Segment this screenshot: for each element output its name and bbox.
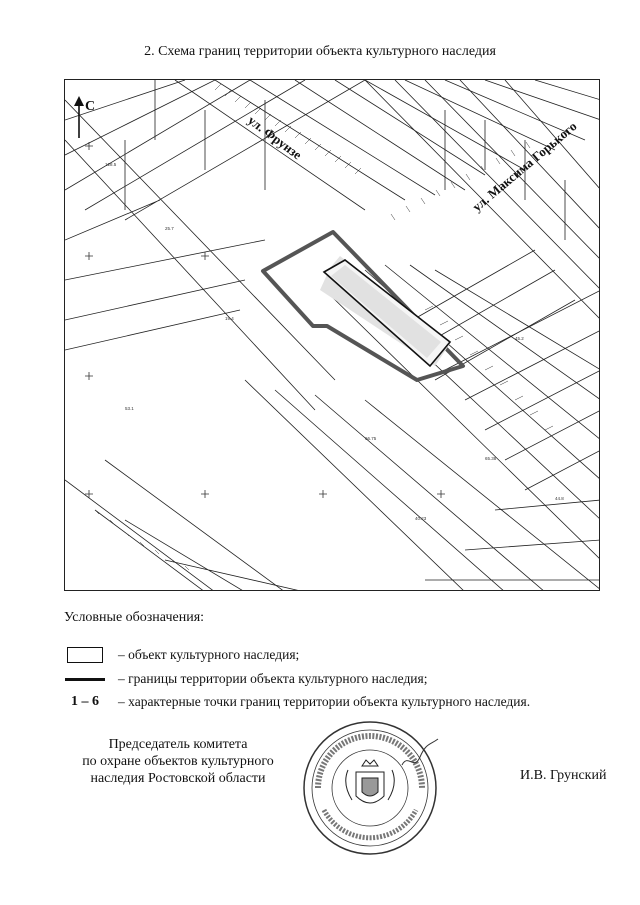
legend-item-object (64, 647, 299, 663)
north-label: С (85, 99, 96, 114)
map-drawing (65, 80, 600, 591)
page-title: 2. Схема границ территории объекта культурного наследия (144, 44, 496, 59)
legend-points-symbol (64, 694, 106, 710)
legend-item-label: – границы территории объекта культурного наследия; (118, 671, 428, 686)
legend-item-boundary (64, 671, 428, 687)
legend-points-range: 1 – 6 (71, 694, 99, 709)
svg-text:45.2: 45.2 (515, 336, 524, 341)
svg-text:128.5: 128.5 (105, 162, 117, 167)
coat-of-arms-icon (346, 760, 395, 803)
signatory-line: Председатель комитета (108, 737, 248, 752)
signatory-line: наследия Ростовской области (90, 771, 266, 786)
legend-line-symbol (64, 678, 106, 681)
signatory-line: по охране объектов культурного (82, 754, 274, 769)
signatory-title (78, 736, 278, 787)
north-arrow-icon (74, 96, 84, 138)
svg-text:19.4: 19.4 (225, 316, 234, 321)
svg-text:66.75: 66.75 (365, 436, 377, 441)
street-name-frunze: ул. Фрунзе (245, 112, 305, 163)
svg-text:53.1: 53.1 (125, 406, 134, 411)
street-name-gorkogo: ул. Максима Горького (469, 118, 580, 215)
cadastral-map (64, 79, 600, 591)
legend-item-label: – характерные точки границ территории объекта культурного наследия. (118, 694, 531, 709)
svg-text:44.8: 44.8 (555, 496, 564, 501)
signer-name: И.В. Грунский (520, 768, 607, 783)
legend-item-label: – объект культурного наследия; (118, 647, 300, 662)
cadastral-labels (105, 162, 564, 521)
legend-title: Условные обозначения: (64, 610, 205, 625)
legend-item-points (64, 694, 530, 710)
svg-text:40.23: 40.23 (415, 516, 427, 521)
svg-text:25.7: 25.7 (165, 226, 174, 231)
handwritten-signature (400, 735, 440, 775)
legend-box-symbol (64, 647, 106, 663)
svg-text:65.38: 65.38 (485, 456, 497, 461)
